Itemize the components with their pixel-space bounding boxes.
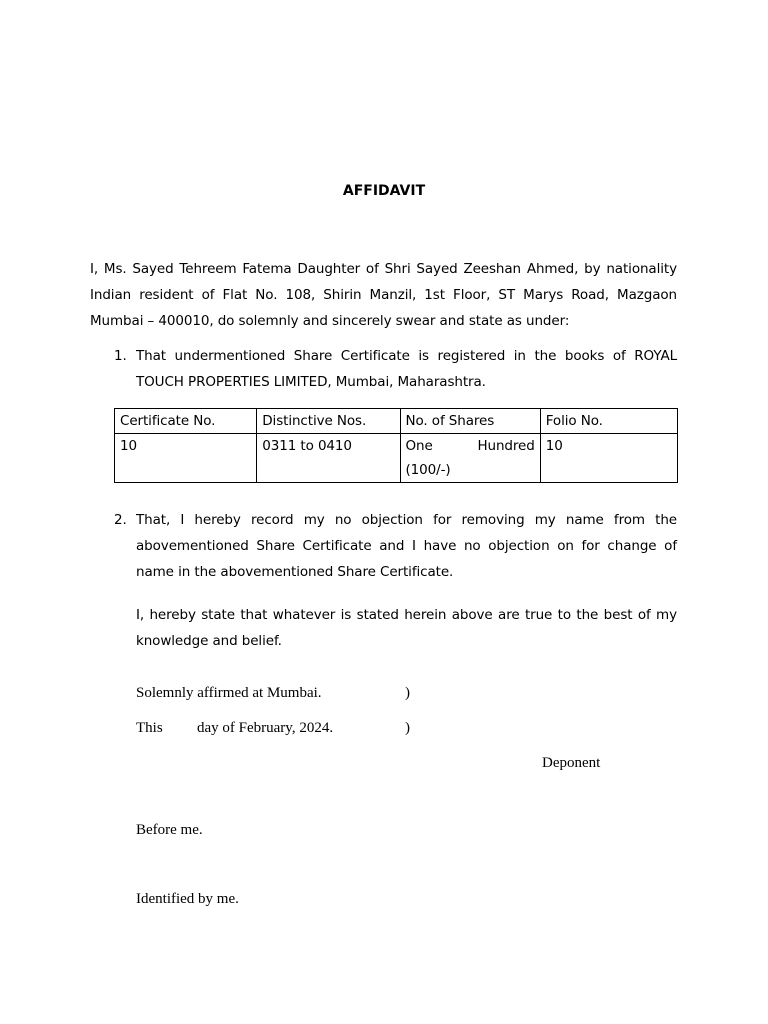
list-item-number: 2.	[114, 512, 127, 528]
identified-by-label: Identified by me.	[136, 891, 239, 907]
list-item-text: That, I hereby record my no objection for removing my name from the abovementioned Share Certificate and I have no objection on for change of name in the abovementioned Share Certificate.	[136, 512, 677, 580]
table-cell: 0311 to 0410	[257, 434, 400, 483]
list-item-2	[114, 507, 677, 585]
affirmation-place: Solemnly affirmed at Mumbai.	[136, 685, 322, 701]
table-header-cell: Certificate No.	[115, 409, 257, 434]
statement-paragraph: I, hereby state that whatever is stated herein above are true to the best of my knowledge and belief.	[136, 607, 677, 649]
list-item-text: That undermentioned Share Certificate is registered in the books of ROYAL TOUCH PROPERTIES LIMITED, Mumbai, Maharashtra.	[136, 348, 677, 390]
table-cell: One Hundred (100/-)	[400, 434, 540, 483]
bracket-2: )	[405, 720, 410, 736]
list-item-1	[114, 343, 677, 395]
deponent-label: Deponent	[542, 755, 601, 771]
table-cell: 10	[115, 434, 257, 483]
list-item-number: 1.	[114, 348, 127, 364]
document-title: AFFIDAVIT	[342, 183, 426, 199]
table-header-row	[115, 409, 678, 434]
before-me-label: Before me.	[136, 822, 203, 838]
table-header-cell: Folio No.	[540, 409, 677, 434]
bracket-1: )	[405, 685, 410, 701]
table-header-cell: Distinctive Nos.	[257, 409, 400, 434]
affirmation-date: day of February, 2024.	[197, 720, 334, 736]
share-certificate-table	[114, 408, 678, 483]
table-row	[115, 434, 678, 483]
table-header-cell: No. of Shares	[400, 409, 540, 434]
intro-paragraph: I, Ms. Sayed Tehreem Fatema Daughter of Shri Sayed Zeeshan Ahmed, by nationality Indian resident of Flat No. 108, Shirin Manzil, 1st Floor, ST Marys Road, Mazgaon Mumbai – 400010, do solemnly and sincerely swear and state as under:	[90, 261, 677, 329]
table-cell: 10	[540, 434, 677, 483]
affirmation-this: This	[136, 720, 163, 736]
